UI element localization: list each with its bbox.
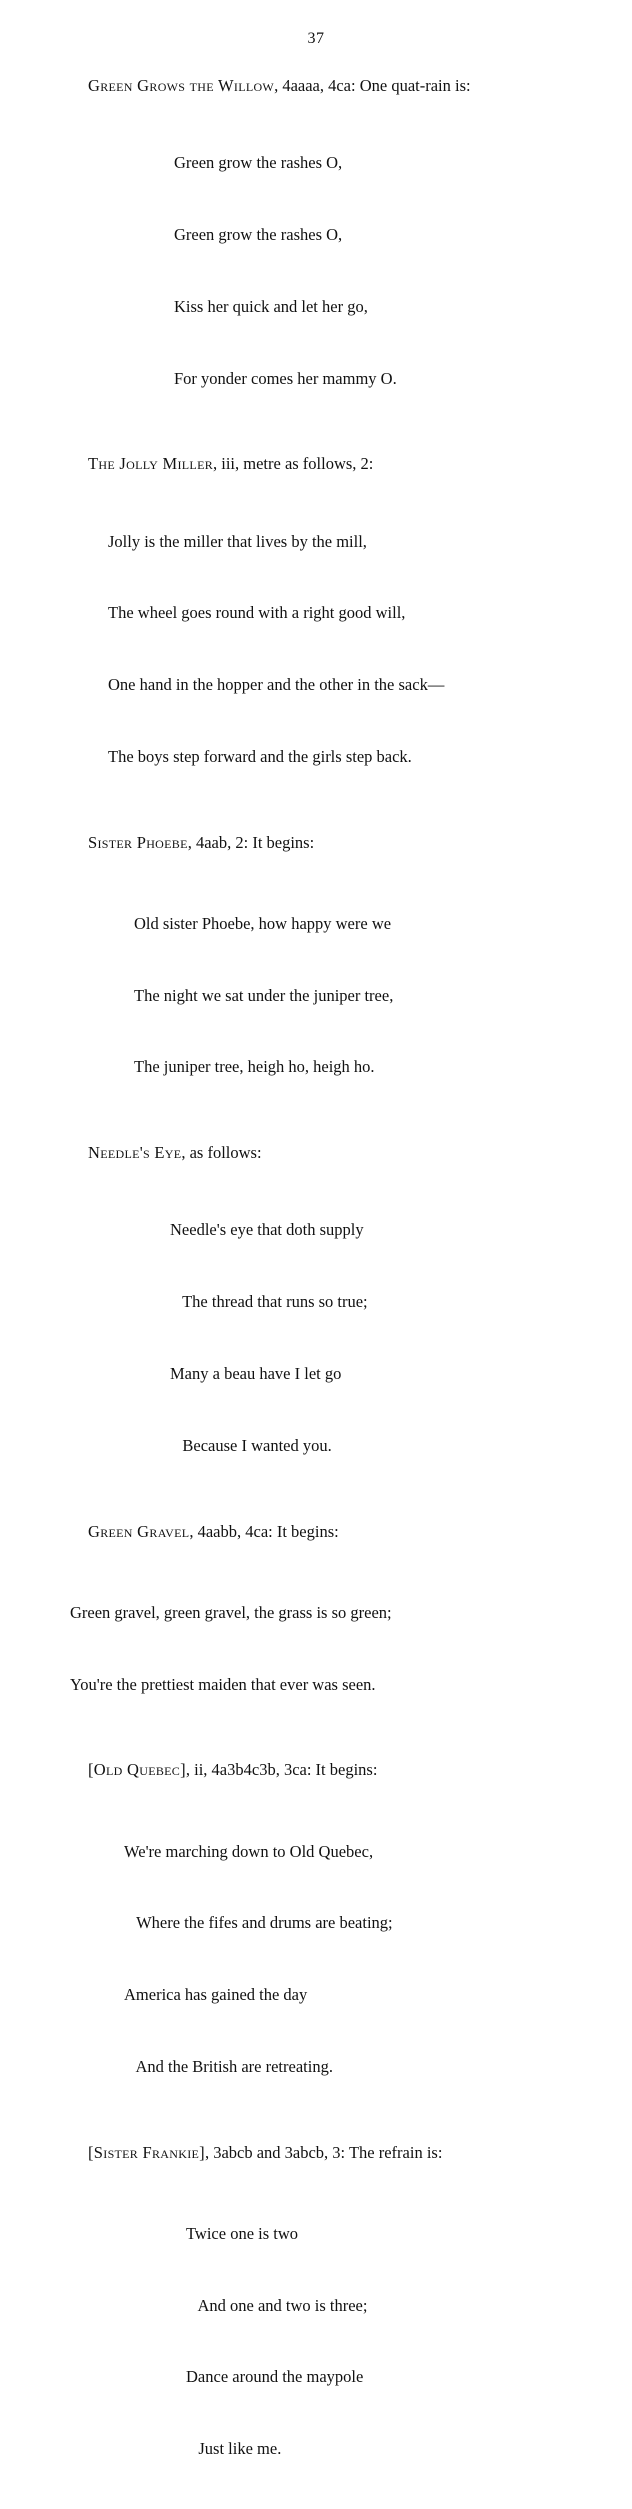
verse-line: Jolly is the miller that lives by the mill, bbox=[108, 531, 367, 551]
entry-intro bbox=[52, 831, 580, 854]
entry-intro bbox=[52, 74, 580, 97]
song-meta: , iii, metre as follows, 2: bbox=[213, 454, 374, 474]
song-title: Needle's Eye bbox=[88, 1143, 182, 1163]
verse-line: For yonder comes her mammy O. bbox=[174, 368, 397, 388]
verse-line: The juniper tree, heigh ho, heigh ho. bbox=[134, 1057, 375, 1077]
verse-block bbox=[134, 864, 580, 1127]
song-meta: , as follows: bbox=[181, 1143, 262, 1163]
verse-line: Old sister Phoebe, how happy were we bbox=[134, 913, 392, 933]
entry-intro bbox=[52, 452, 580, 475]
entry-old-quebec bbox=[52, 1758, 580, 2126]
verse-line: You're the prettiest maiden that ever was seen. bbox=[70, 1674, 376, 1694]
verse-block bbox=[170, 1171, 580, 1506]
verse-block bbox=[108, 482, 580, 817]
song-title: Sister Phoebe bbox=[88, 832, 188, 852]
verse-block bbox=[70, 1553, 580, 1744]
entry-intro bbox=[52, 1758, 580, 1781]
song-title: Green Grows the Willow bbox=[88, 76, 275, 95]
entry-sister-frankie bbox=[52, 2141, 580, 2509]
song-title: The Jolly Miller bbox=[88, 454, 213, 474]
song-meta: , 3abcb and 3abcb, 3: The refrain is: bbox=[204, 2142, 443, 2162]
song-meta: , 4aaaa, 4ca: One quat-rain is: bbox=[274, 76, 471, 95]
entry-green-grows-the-willow bbox=[52, 74, 580, 438]
verse-line: Green grow the rashes O, bbox=[174, 153, 343, 173]
song-meta: , ii, 4a3b4c3b, 3ca: It begins: bbox=[185, 1760, 378, 1780]
verse-line: Green grow the rashes O, bbox=[174, 225, 343, 245]
entry-the-jolly-miller bbox=[52, 452, 580, 816]
verse-line: Because I wanted you. bbox=[170, 1435, 332, 1455]
verse-block bbox=[174, 103, 580, 438]
song-meta: , 4aab, 2: It begins: bbox=[187, 832, 315, 852]
entry-sister-phoebe bbox=[52, 831, 580, 1128]
verse-block bbox=[186, 2174, 580, 2509]
song-title: [Old Quebec] bbox=[88, 1760, 186, 1780]
verse-line: Twice one is two bbox=[186, 2223, 299, 2243]
verse-line: We're marching down to Old Quebec, bbox=[124, 1841, 374, 1861]
verse-block bbox=[124, 1792, 580, 2127]
entry-intro bbox=[52, 1141, 580, 1164]
verse-line: Just like me. bbox=[186, 2439, 282, 2459]
verse-line: The wheel goes round with a right good will, bbox=[108, 603, 406, 623]
song-meta: , 4aabb, 4ca: It begins: bbox=[189, 1521, 339, 1541]
verse-line: One hand in the hopper and the other in the sack— bbox=[108, 675, 445, 695]
entry-needles-eye bbox=[52, 1141, 580, 1505]
song-title: [Sister Frankie] bbox=[88, 2142, 205, 2162]
verse-line: Many a beau have I let go bbox=[170, 1364, 342, 1384]
verse-line: America has gained the day bbox=[124, 1985, 308, 2005]
verse-line: Dance around the maypole bbox=[186, 2367, 364, 2387]
verse-line: The night we sat under the juniper tree, bbox=[134, 985, 394, 1005]
verse-line: And one and two is three; bbox=[186, 2295, 368, 2315]
entry-intro bbox=[52, 2141, 580, 2164]
verse-line: The thread that runs so true; bbox=[170, 1292, 368, 1312]
verse-line: And the British are retreating. bbox=[124, 2056, 333, 2076]
entry-green-gravel bbox=[52, 1520, 580, 1745]
verse-line: Where the fifes and drums are beating; bbox=[124, 1913, 393, 1933]
page-number: 37 bbox=[307, 30, 325, 47]
verse-line: Needle's eye that doth supply bbox=[170, 1220, 364, 1240]
song-title: Green Gravel bbox=[88, 1521, 190, 1541]
verse-line: Green gravel, green gravel, the grass is so green; bbox=[70, 1602, 392, 1622]
verse-line: The boys step forward and the girls step back. bbox=[108, 746, 412, 766]
entry-intro bbox=[52, 1520, 580, 1543]
verse-line: Kiss her quick and let her go, bbox=[174, 296, 368, 316]
